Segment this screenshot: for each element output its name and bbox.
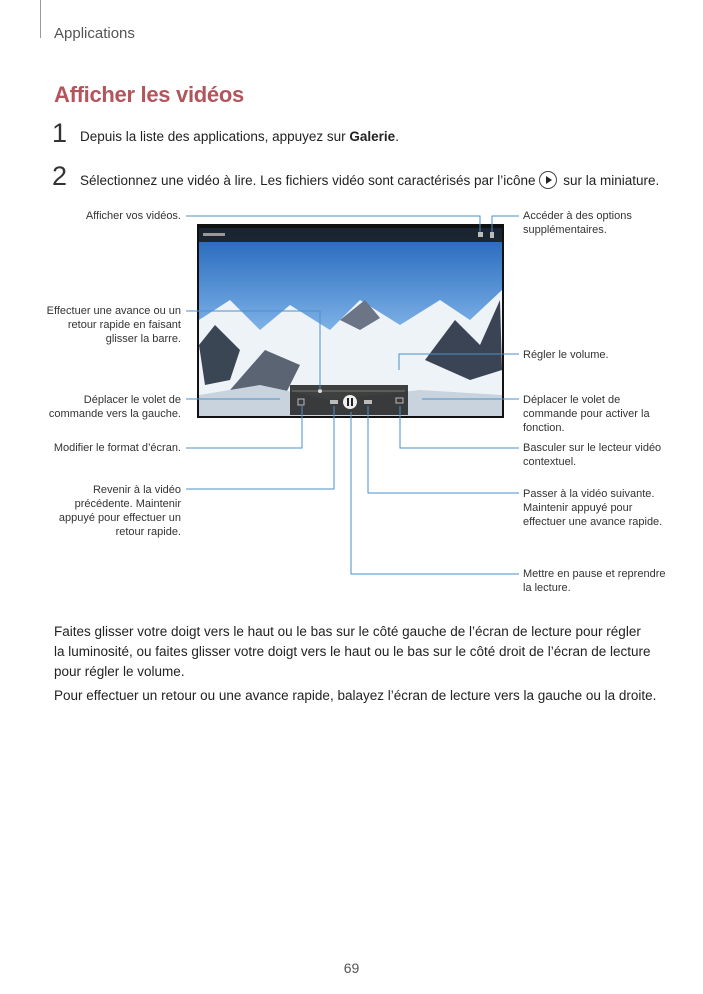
callout-scrub: Effectuer une avance ou un retour rapide en faisant glisser la barre. (46, 305, 181, 345)
step-text-1: Depuis la liste des applications, appuyez sur Galerie. (80, 129, 399, 144)
callout-popup-player: Basculer sur le lecteur vidéo contextuel. (523, 442, 662, 468)
section-header: Applications (54, 25, 135, 42)
previous-icon (330, 400, 338, 404)
more-options-icon (490, 232, 494, 238)
callout-more-options: Accéder à des options supplémentaires. (523, 210, 632, 236)
callout-panel-left: Déplacer le volet de commande vers la gauche. (48, 394, 181, 420)
pause-button (343, 395, 357, 409)
callout-previous: Revenir à la vidéo précédente. Maintenir appuyé pour effectuer un retour rapide. (58, 484, 181, 538)
step-text-2: Sélectionnez une vidéo à lire. Les fichiers vidéo sont caractérisés par l’icône sur la miniature. (80, 173, 660, 188)
paragraph-seek: Pour effectuer un retour ou une avance rapide, balayez l’écran de lecture vers la gauche ou la droite. (54, 688, 657, 703)
paragraph-brightness-volume: Faites glisser votre doigt vers le haut ou le bas sur le côté gauche de l’écran de lecture pour régler la luminosité, ou faites glisser votre doigt vers le haut ou le bas sur le côté droit de l’écran de lecture pour régler le volume. (54, 624, 651, 679)
callout-view-videos: Afficher vos vidéos. (85, 210, 181, 222)
page-title: Afficher les vidéos (54, 82, 244, 107)
callout-ratio: Modifier le format d’écran. (53, 442, 181, 454)
share-icon (478, 232, 483, 237)
page-number: 69 (343, 960, 360, 976)
top-bar (199, 228, 502, 242)
callout-volume: Régler le volume. (523, 349, 609, 361)
line-next (368, 406, 519, 493)
callout-panel-right: Déplacer le volet de commande pour activer la fonction. (523, 394, 650, 434)
callout-pause: Mettre en pause et reprendre la lecture. (523, 568, 666, 594)
next-icon (364, 400, 372, 404)
video-title-bar (203, 233, 225, 236)
callout-next: Passer à la vidéo suivante. Maintenir appuyé pour effectuer une avance rapide. (523, 488, 663, 528)
step-number-2: 2 (52, 161, 68, 191)
step-number-1: 1 (52, 118, 68, 148)
galerie-app-name: Galerie (349, 129, 396, 144)
